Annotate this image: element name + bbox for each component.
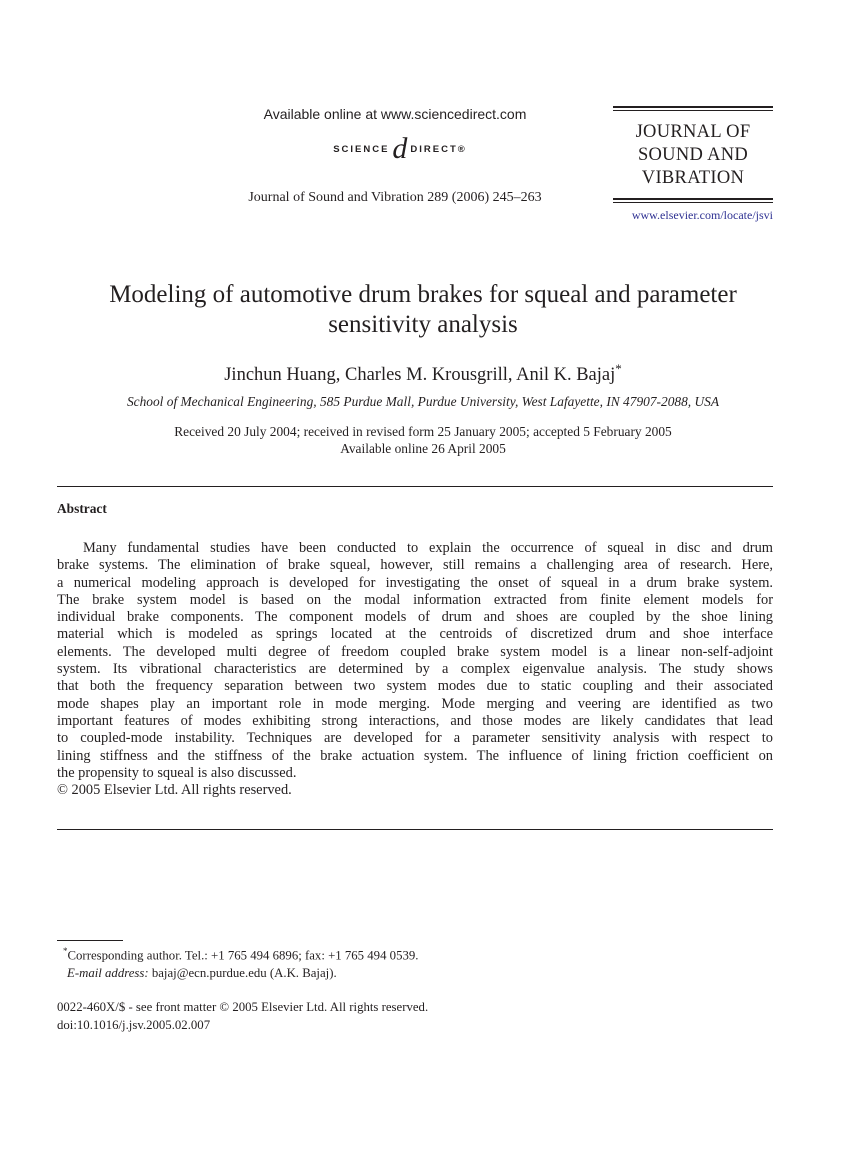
sciencedirect-logo xyxy=(300,134,500,164)
email-address[interactable]: bajaj@ecn.purdue.edu (A.K. Bajaj). xyxy=(151,966,337,981)
masthead-rule-bottom xyxy=(613,198,773,203)
abstract-line: The brake system model is based on the modal information extracted from finite element models for xyxy=(57,591,773,608)
abstract-line: mode shapes play an important role in mode merging. Mode merging and veering are identified as two xyxy=(57,695,773,712)
divider-top xyxy=(57,486,773,487)
journal-name-line: VIBRATION xyxy=(641,168,745,188)
issn-copyright: 0022-460X/$ - see front matter © 2005 Elsevier Ltd. All rights reserved. xyxy=(57,1000,429,1014)
abstract-line: important features of modes exhibiting strong interactions, and those modes are likely candidates that lead xyxy=(57,712,773,729)
journal-masthead xyxy=(613,106,773,203)
abstract-body xyxy=(57,540,773,799)
corresponding-author-info: Corresponding author. Tel.: +1 765 494 6896; fax: +1 765 494 0539. xyxy=(67,948,419,963)
abstract-line: the propensity to squeal is also discussed. xyxy=(57,764,297,781)
journal-url-link[interactable]: www.elsevier.com/locate/jsvi xyxy=(631,208,773,222)
article-title xyxy=(40,280,806,340)
author-names: Jinchun Huang, Charles M. Krousgrill, Anil K. Bajaj xyxy=(224,365,616,386)
logo-direct-text: DIRECT® xyxy=(410,143,467,155)
article-dates xyxy=(40,423,806,457)
abstract-line: individual brake components. The component models of drum and shoes are coupled by the shoe lining xyxy=(57,609,773,626)
footnote xyxy=(57,942,418,982)
abstract-line: brake systems. The elimination of brake squeal, however, still remains a challenging area of research. Here, xyxy=(57,557,773,574)
footnote-rule xyxy=(57,940,123,941)
title-line: Modeling of automotive drum brakes for squeal and parameter xyxy=(109,281,737,308)
received-dates: Received 20 July 2004; received in revised form 25 January 2005; accepted 5 February 2005 xyxy=(174,424,672,439)
abstract-line: elements. The developed multi degree of freedom coupled brake system model is a linear non-self-adjoint xyxy=(57,643,773,660)
logo-mark: d xyxy=(392,132,408,165)
abstract-copyright: © 2005 Elsevier Ltd. All rights reserved. xyxy=(57,782,292,799)
journal-name-line: SOUND AND xyxy=(637,145,749,165)
abstract-line: lining stiffness and the stiffness of the brake actuation system. The influence of lining friction coefficient on xyxy=(57,747,773,764)
affiliation: School of Mechanical Engineering, 585 Purdue Mall, Purdue University, West Lafayette, IN 47907-2088, USA xyxy=(126,394,720,409)
abstract-line: to coupled-mode instability. Techniques are developed for a parameter sensitivity analysis with respect to xyxy=(57,730,773,747)
logo-science-text: SCIENCE xyxy=(333,143,390,155)
doi[interactable]: doi:10.1016/j.jsv.2005.02.007 xyxy=(57,1018,211,1032)
title-line: sensitivity analysis xyxy=(328,311,518,338)
abstract-line: material which is modeled as springs located at the centroids of discretized drum and shoe interface xyxy=(57,626,773,643)
abstract-line: that both the frequency separation between two system modes due to static coupling and their associated xyxy=(57,678,773,695)
email-label: E-mail address: xyxy=(67,966,149,981)
journal-name-line: JOURNAL OF xyxy=(635,122,751,142)
divider-bottom xyxy=(57,829,773,830)
authors xyxy=(40,361,806,386)
abstract-line: system. Its vibrational characteristics are determined by a complex eigenvalue analysis. The study shows xyxy=(57,661,773,678)
online-date: Available online 26 April 2005 xyxy=(340,441,506,456)
journal-citation: Journal of Sound and Vibration 289 (2006) 245–263 xyxy=(248,190,542,205)
available-online-text: Available online at www.sciencedirect.com xyxy=(263,106,527,122)
front-matter xyxy=(57,998,428,1034)
footnote-mark: * xyxy=(63,946,68,956)
corresponding-mark: * xyxy=(615,361,622,376)
abstract-line: Many fundamental studies have been conducted to explain the occurrence of squeal in disc and drum xyxy=(83,540,773,556)
abstract-heading: Abstract xyxy=(57,501,107,516)
abstract-line: a numerical modeling approach is developed for investigating the onset of squeal in a drum brake system. xyxy=(57,574,773,591)
